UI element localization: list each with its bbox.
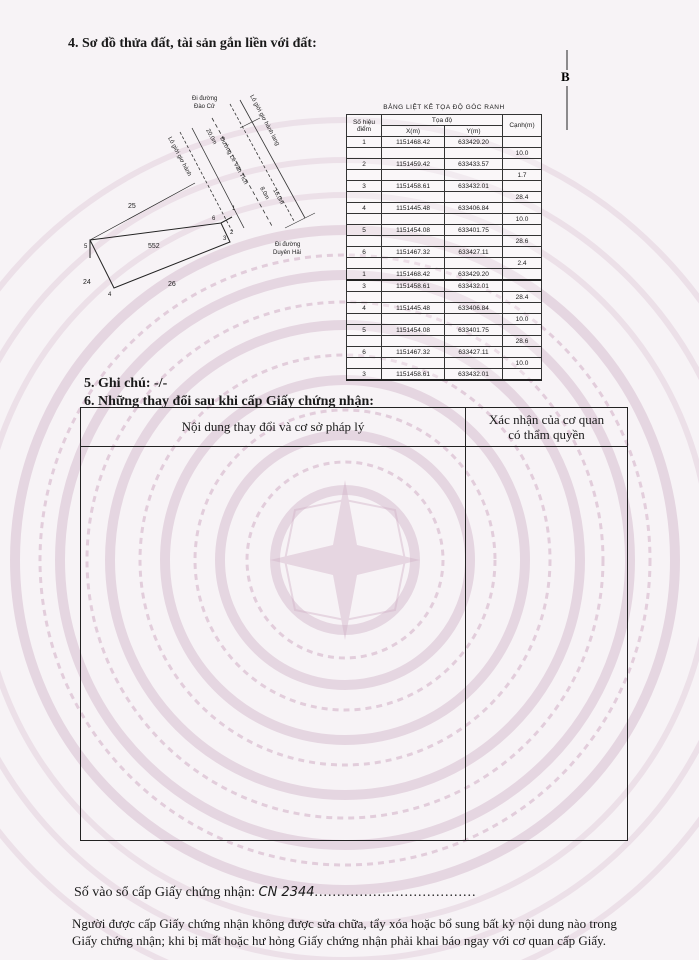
- coordinate-cell-edge: [503, 369, 542, 381]
- coordinate-cell-y: [445, 336, 503, 347]
- coordinate-row: [347, 369, 542, 381]
- coordinate-row: [347, 280, 542, 292]
- coordinate-cell-pt: [347, 148, 382, 159]
- coordinate-row: [347, 347, 542, 358]
- coordinate-cell-edge: [503, 159, 542, 170]
- coordinate-cell-edge: [503, 247, 542, 258]
- coordinate-cell-x: [382, 148, 445, 159]
- coordinate-row: [347, 192, 542, 203]
- col-point: Số hiệu điểm: [347, 115, 382, 137]
- coordinate-cell-edge: [503, 325, 542, 336]
- coordinate-cell-x: [382, 314, 445, 325]
- coordinate-row: [347, 236, 542, 247]
- changes-col-content: Nội dung thay đổi và cơ sở pháp lý: [81, 408, 466, 446]
- road-top-line1: Đi đường: [192, 96, 218, 102]
- coordinate-cell-y: 633432.01: [445, 181, 503, 192]
- coordinate-cell-y: 633432.01: [445, 280, 503, 292]
- coordinate-cell-y: 633432.01: [445, 369, 503, 381]
- plot-number: 552: [148, 243, 160, 250]
- coordinate-cell-pt: 3: [347, 369, 382, 381]
- coordinate-row: [347, 214, 542, 225]
- coordinate-cell-edge: [503, 225, 542, 236]
- point-5: 5: [84, 244, 88, 250]
- coordinate-row: [347, 170, 542, 181]
- coordinate-cell-pt: 6: [347, 347, 382, 358]
- road-edge-left: [192, 128, 244, 228]
- registry-number-line: [74, 885, 477, 901]
- coordinate-cell-x: 1151467.32: [382, 247, 445, 258]
- coordinate-cell-x: [382, 192, 445, 203]
- street-label: Đường Lê Văn Tích: [218, 136, 249, 186]
- road-bottom-line1: Đi đường: [275, 242, 301, 248]
- coordinate-group-1: [347, 137, 542, 281]
- coordinate-row: [347, 336, 542, 347]
- changes-table-header: [81, 408, 627, 447]
- coordinate-cell-edge: 10.0: [503, 314, 542, 325]
- coordinate-cell-edge: 2.4: [503, 258, 542, 269]
- neighbor-bottom: 26: [168, 281, 176, 288]
- coordinate-group-2: [347, 280, 542, 380]
- coordinate-cell-pt: [347, 258, 382, 269]
- plot-outline: [90, 223, 230, 288]
- coordinate-cell-x: [382, 292, 445, 303]
- coordinate-cell-y: [445, 192, 503, 203]
- road-bottom-line2: Duyên Hải: [273, 250, 302, 256]
- coordinate-cell-edge: 28.4: [503, 292, 542, 303]
- changes-col-confirmation-line2: có thẩm quyền: [508, 427, 585, 442]
- neighbor-top: 25: [128, 203, 136, 210]
- coordinate-cell-y: 633427.11: [445, 247, 503, 258]
- road-top-line2: Đào Cử: [194, 104, 216, 110]
- land-plot-sketch: [80, 88, 350, 303]
- coordinate-cell-edge: 28.6: [503, 236, 542, 247]
- coordinate-cell-x: 1151454.08: [382, 325, 445, 336]
- coordinate-row: [347, 258, 542, 269]
- point-4: 4: [108, 292, 112, 298]
- coordinate-cell-pt: 5: [347, 325, 382, 336]
- coordinate-row: [347, 303, 542, 314]
- coordinate-cell-pt: 3: [347, 280, 382, 292]
- coordinate-cell-pt: 4: [347, 203, 382, 214]
- point-2: 2: [230, 230, 234, 236]
- north-label: B: [561, 69, 570, 84]
- coordinate-cell-y: 633429.20: [445, 269, 503, 281]
- coordinate-cell-x: 1151458.61: [382, 181, 445, 192]
- coordinate-row: [347, 269, 542, 281]
- north-arrow-icon: [554, 50, 580, 130]
- coordinate-cell-pt: 5: [347, 225, 382, 236]
- coordinate-cell-pt: [347, 314, 382, 325]
- col-coord: Tọa độ: [382, 115, 503, 126]
- coordinate-cell-y: [445, 148, 503, 159]
- coordinate-cell-x: [382, 214, 445, 225]
- point-3: 3: [223, 236, 227, 242]
- changes-col-confirmation-line1: Xác nhận của cơ quan: [488, 412, 605, 427]
- coordinate-cell-edge: [503, 137, 542, 148]
- coordinate-cell-y: 633406.84: [445, 303, 503, 314]
- coordinate-row: [347, 137, 542, 148]
- coordinate-cell-y: 633433.57: [445, 159, 503, 170]
- coordinate-cell-y: [445, 214, 503, 225]
- coordinate-cell-y: 633401.75: [445, 325, 503, 336]
- coordinate-cell-pt: 1: [347, 137, 382, 148]
- coordinate-row: [347, 358, 542, 369]
- coordinate-row: [347, 159, 542, 170]
- col-x: X(m): [382, 126, 445, 137]
- footer-note: [72, 915, 672, 949]
- changes-table-divider: [465, 446, 466, 840]
- coordinate-cell-pt: 6: [347, 247, 382, 258]
- coordinate-cell-y: 633401.75: [445, 225, 503, 236]
- coordinate-row: [347, 292, 542, 303]
- coordinate-cell-edge: [503, 347, 542, 358]
- coordinate-cell-y: [445, 258, 503, 269]
- changes-table: [80, 407, 628, 841]
- coordinate-cell-edge: 10.0: [503, 214, 542, 225]
- coordinate-cell-pt: 4: [347, 303, 382, 314]
- coordinate-cell-pt: [347, 170, 382, 181]
- road-edge-right: [240, 100, 305, 218]
- coordinate-cell-edge: 10.0: [503, 358, 542, 369]
- coordinate-row: [347, 181, 542, 192]
- coordinate-cell-y: 633429.20: [445, 137, 503, 148]
- coordinate-cell-y: [445, 358, 503, 369]
- section-4-title: 4. Sơ đồ thửa đất, tài sản gắn liền với đất:: [68, 36, 317, 51]
- col-edge: Cạnh(m): [503, 115, 542, 137]
- coordinate-cell-pt: [347, 358, 382, 369]
- section-6-title: 6. Những thay đổi sau khi cấp Giấy chứng nhận:: [84, 394, 374, 409]
- coordinate-cell-edge: [503, 203, 542, 214]
- coordinate-cell-y: 633427.11: [445, 347, 503, 358]
- coordinate-table-block: [346, 104, 542, 381]
- neighbor-left: 24: [83, 279, 91, 286]
- col-y: Y(m): [445, 126, 503, 137]
- coordinate-cell-edge: [503, 181, 542, 192]
- registry-dots: ....................................: [314, 885, 477, 900]
- coordinate-cell-x: 1151468.42: [382, 137, 445, 148]
- coordinate-cell-x: 1151458.61: [382, 280, 445, 292]
- coordinate-cell-y: [445, 236, 503, 247]
- coordinate-cell-x: [382, 358, 445, 369]
- dim-20m: 20.0m: [204, 128, 218, 146]
- section-5-note: 5. Ghi chú: -/-: [84, 376, 168, 391]
- point-1: 1: [232, 206, 236, 212]
- coordinate-cell-pt: 2: [347, 159, 382, 170]
- coordinate-cell-pt: 3: [347, 181, 382, 192]
- coordinate-cell-y: [445, 292, 503, 303]
- lane-label-right: Lô giới giơ hành lang: [248, 94, 281, 147]
- coordinate-cell-edge: [503, 269, 542, 281]
- coordinate-cell-edge: [503, 280, 542, 292]
- coordinate-cell-y: [445, 314, 503, 325]
- dim-8m: 8.0m: [258, 186, 270, 201]
- registry-label: Số vào sổ cấp Giấy chứng nhận:: [74, 885, 259, 900]
- coordinate-table-caption: BẢNG LIỆT KÊ TỌA ĐỘ GÓC RANH: [383, 104, 505, 111]
- coordinate-cell-pt: [347, 236, 382, 247]
- coordinate-cell-x: [382, 258, 445, 269]
- coordinate-cell-pt: [347, 292, 382, 303]
- coordinate-row: [347, 225, 542, 236]
- coordinate-row: [347, 247, 542, 258]
- coordinate-cell-x: 1151468.42: [382, 269, 445, 281]
- coordinate-cell-edge: 28.6: [503, 336, 542, 347]
- coordinate-cell-edge: [503, 303, 542, 314]
- coordinate-cell-edge: 10.0: [503, 148, 542, 159]
- coordinate-cell-pt: [347, 214, 382, 225]
- coordinate-cell-edge: 28.4: [503, 192, 542, 203]
- coordinate-cell-y: 633406.84: [445, 203, 503, 214]
- footer-note-line1: Người được cấp Giấy chứng nhận không được sửa chữa, tẩy xóa hoặc bổ sung bất kỳ nội dung nào trong: [72, 916, 617, 931]
- coordinate-cell-x: 1151445.48: [382, 303, 445, 314]
- coordinate-table: [346, 114, 542, 381]
- lane-label-left: Lô giới giơ hành: [166, 136, 192, 178]
- coordinate-cell-x: [382, 170, 445, 181]
- coordinate-cell-edge: 1.7: [503, 170, 542, 181]
- coordinate-cell-pt: [347, 192, 382, 203]
- coordinate-cell-x: 1151445.48: [382, 203, 445, 214]
- coordinate-cell-x: 1151454.08: [382, 225, 445, 236]
- coordinate-cell-x: [382, 336, 445, 347]
- coordinate-row: [347, 314, 542, 325]
- point-6: 6: [212, 216, 216, 222]
- coordinate-cell-x: 1151459.42: [382, 159, 445, 170]
- coordinate-cell-x: [382, 236, 445, 247]
- registry-value: CN 2344: [258, 885, 315, 900]
- coordinate-row: [347, 325, 542, 336]
- changes-col-confirmation: [466, 408, 627, 446]
- coordinate-cell-pt: [347, 336, 382, 347]
- coordinate-cell-y: [445, 170, 503, 181]
- coordinate-cell-x: 1151467.32: [382, 347, 445, 358]
- dim-16m: 16.0m: [271, 188, 285, 206]
- coordinate-cell-pt: 1: [347, 269, 382, 281]
- footer-note-line2: Giấy chứng nhận; khi bị mất hoặc hư hỏng Giấy chứng nhận phải khai báo ngay với cơ quan cấp Giấy.: [72, 933, 607, 948]
- coordinate-row: [347, 148, 542, 159]
- coordinate-cell-x: 1151458.61: [382, 369, 445, 381]
- coordinate-row: [347, 203, 542, 214]
